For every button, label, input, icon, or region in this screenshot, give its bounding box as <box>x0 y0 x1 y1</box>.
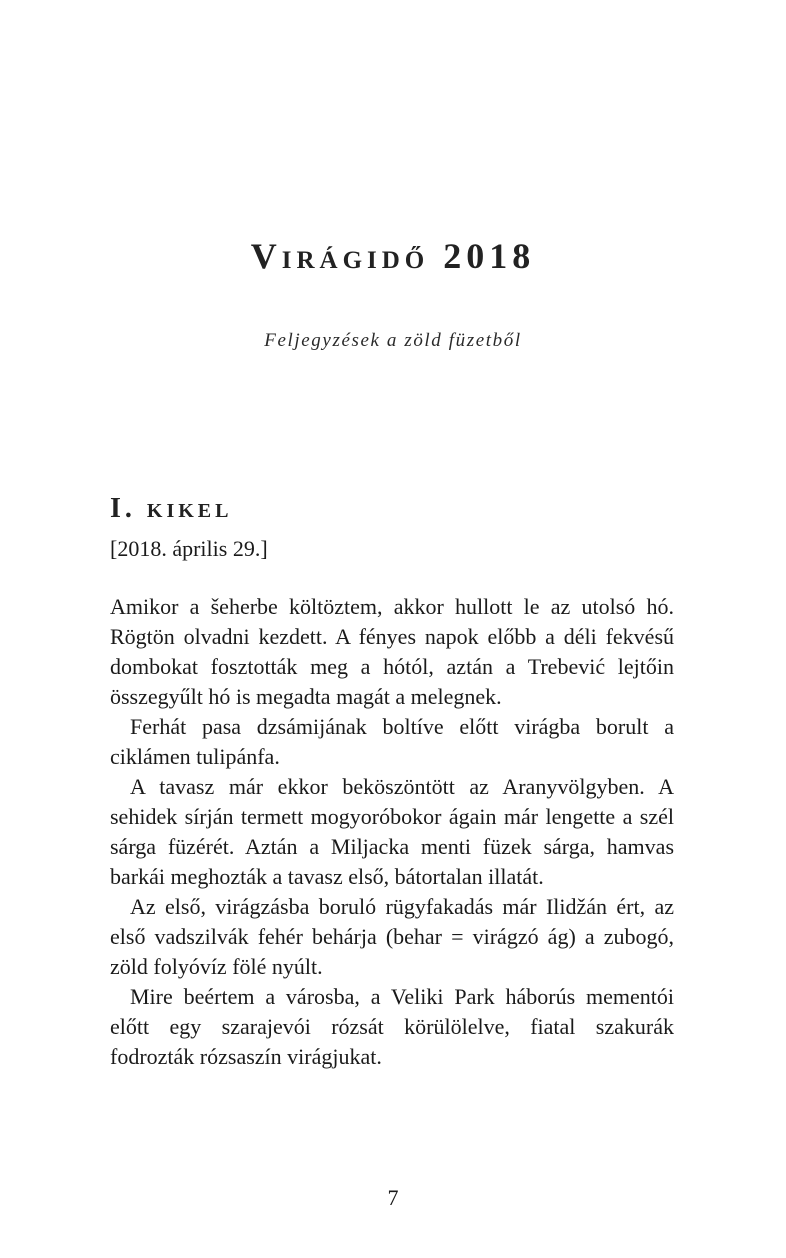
chapter-heading: I. kikel <box>110 493 233 524</box>
paragraph: A tavasz már ekkor beköszöntött az Aranyvölgyben. A sehidek sírján termett mogyoróbokor ágain már lengette a szél sárga füzérét. Aztán a Miljacka menti füzek sárga, hamvas barkái meghozták a tavasz első, bátortalan illatát. <box>110 774 674 889</box>
chapter-date: [2018. április 29.] <box>110 536 268 561</box>
paragraph: Amikor a šeherbe költöztem, akkor hullott le az utolsó hó. Rögtön olvadni kezdett. A fényes napok előbb a déli fekvésű dombokat fosztották meg a hótól, aztán a Trebević lejtőin összegyűlt hó is megadta magát a melegnek. <box>110 594 674 709</box>
paragraph: Az első, virágzásba boruló rügyfakadás már Ilidžán ért, az első vadszilvák fehér behárja (behar = virágzó ág) a zubogó, zöld folyóvíz fölé nyúlt. <box>110 894 674 979</box>
paragraph: Mire beértem a városba, a Veliki Park háborús mementói előtt egy szarajevói rózsát körülölelve, fiatal szakurák fodrozták rózsaszín virágjukat. <box>110 984 674 1069</box>
page-number: 7 <box>387 1185 399 1210</box>
book-title: Virágidő 2018 <box>250 236 536 276</box>
book-subtitle: Feljegyzések a zöld füzetből <box>264 330 522 351</box>
paragraph: Ferhát pasa dzsámijának boltíve előtt virágba borult a ciklámen tulipánfa. <box>110 714 674 769</box>
body-text <box>110 592 674 1072</box>
